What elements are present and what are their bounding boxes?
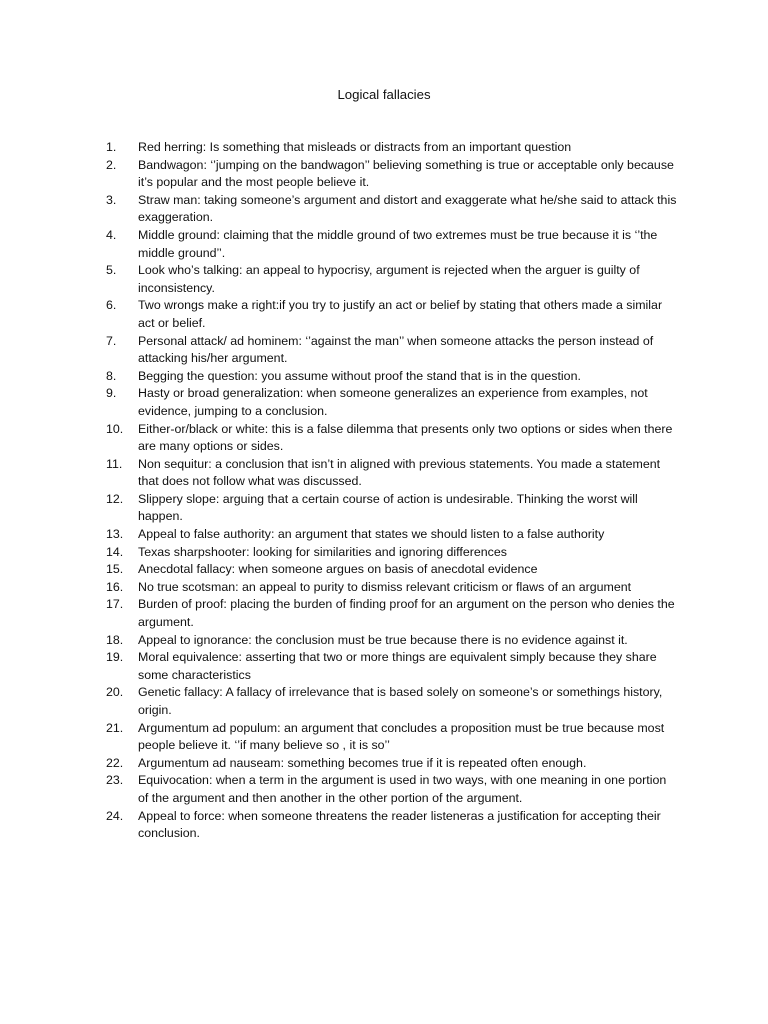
item-text: Equivocation: when a term in the argument is used in two ways, with one meaning in one portion of the argument and then another in the other portion of the argument. (138, 773, 667, 805)
list-item (106, 755, 678, 773)
item-number: 8. (106, 368, 117, 383)
item-number: 1. (106, 140, 117, 154)
item-number: 22. (106, 755, 124, 770)
item-text: Argumentum ad nauseam: something becomes true if it is repeated often enough. (138, 755, 587, 770)
list-item (106, 262, 678, 297)
list-item (106, 649, 678, 684)
item-number: 20. (106, 685, 124, 700)
list-item (106, 297, 678, 332)
item-text: Appeal to false authority: an argument that states we should listen to a false authority (138, 527, 605, 542)
item-number: 11. (106, 456, 123, 471)
item-text: Appeal to force: when someone threatens the reader listeneras a justification for accepting their conclusion. (138, 808, 661, 841)
list-item (106, 491, 678, 526)
list-item (106, 139, 678, 157)
list-item (106, 385, 678, 420)
item-number: 21. (106, 720, 124, 735)
item-number: 18. (106, 632, 124, 647)
item-number: 9. (106, 386, 117, 401)
item-text: Moral equivalence: asserting that two or more things are equivalent simply because they share some characteristics (138, 650, 657, 682)
list-item (106, 456, 678, 491)
list-item (106, 561, 678, 579)
item-text: Bandwagon: ‘’jumping on the bandwagon’’ believing something is true or acceptable only because it’s popular and the most people believe it. (138, 157, 674, 190)
item-number: 15. (106, 562, 124, 577)
page-title: Logical fallacies (337, 87, 431, 102)
list-item (106, 157, 678, 192)
list-item (106, 632, 678, 650)
item-text: Look who’s talking: an appeal to hypocrisy, argument is rejected when the arguer is guilty of inconsistency. (138, 263, 640, 295)
item-text: Hasty or broad generalization: when someone generalizes an experience from examples, not evidence, jumping to a conclusion. (138, 386, 648, 418)
list-item (106, 808, 678, 843)
item-number: 7. (106, 333, 117, 348)
list-item (106, 772, 678, 807)
item-text: Genetic fallacy: A fallacy of irrelevance that is based solely on someone’s or somethings history, origin. (138, 685, 663, 717)
item-number: 13. (106, 527, 124, 542)
list-item (106, 368, 678, 386)
item-text: Personal attack/ ad hominem: ‘’against the man’’ when someone attacks the person instead of attacking his/her argument. (138, 333, 654, 366)
item-text: Argumentum ad populum: an argument that concludes a proposition must be true because most people believe it. ‘’if many believe so , it is so’’ (138, 720, 665, 753)
list-item (106, 227, 678, 262)
list-item (106, 192, 678, 227)
item-number: 5. (106, 263, 117, 278)
item-number: 14. (106, 544, 124, 559)
list-item (106, 720, 678, 755)
item-text: Red herring: Is something that misleads or distracts from an important question (138, 140, 572, 154)
item-text: Begging the question: you assume without proof the stand that is in the question. (138, 368, 581, 383)
item-text: Texas sharpshooter: looking for similarities and ignoring differences (138, 544, 507, 559)
item-text: Two wrongs make a right:if you try to justify an act or belief by stating that others made a similar act or belief. (138, 298, 663, 330)
item-text: Either-or/black or white: this is a false dilemma that presents only two options or sides when there are many options or sides. (138, 421, 673, 454)
item-text: Slippery slope: arguing that a certain course of action is undesirable. Thinking the worst will happen. (138, 491, 638, 524)
item-number: 23. (106, 773, 124, 788)
item-text: Non sequitur: a conclusion that isn’t in aligned with previous statements. You made a statement that does not follow what was discussed. (138, 456, 661, 489)
item-number: 10. (106, 421, 124, 436)
fallacy-list (106, 139, 678, 843)
item-number: 2. (106, 157, 117, 172)
list-item (106, 333, 678, 368)
item-number: 16. (106, 579, 124, 594)
item-number: 12. (106, 491, 124, 506)
item-number: 24. (106, 808, 124, 823)
list-item (106, 684, 678, 719)
list-item (106, 526, 678, 544)
list-item (106, 579, 678, 597)
item-number: 17. (106, 597, 124, 612)
item-text: Appeal to ignorance: the conclusion must be true because there is no evidence against it. (138, 632, 628, 647)
list-item (106, 596, 678, 631)
item-text: Anecdotal fallacy: when someone argues on basis of anecdotal evidence (138, 562, 538, 577)
item-text: No true scotsman: an appeal to purity to dismiss relevant criticism or flaws of an argument (138, 579, 632, 594)
list-item (106, 421, 678, 456)
item-number: 6. (106, 298, 117, 313)
item-text: Straw man: taking someone’s argument and distort and exaggerate what he/she said to attack this exaggeration. (138, 192, 677, 225)
item-number: 19. (106, 650, 124, 665)
item-text: Middle ground: claiming that the middle ground of two extremes must be true because it is ‘’the middle ground’’. (138, 227, 658, 260)
item-text: Burden of proof: placing the burden of finding proof for an argument on the person who denies the argument. (138, 597, 675, 630)
item-number: 4. (106, 227, 117, 242)
list-item (106, 544, 678, 562)
item-number: 3. (106, 192, 117, 207)
